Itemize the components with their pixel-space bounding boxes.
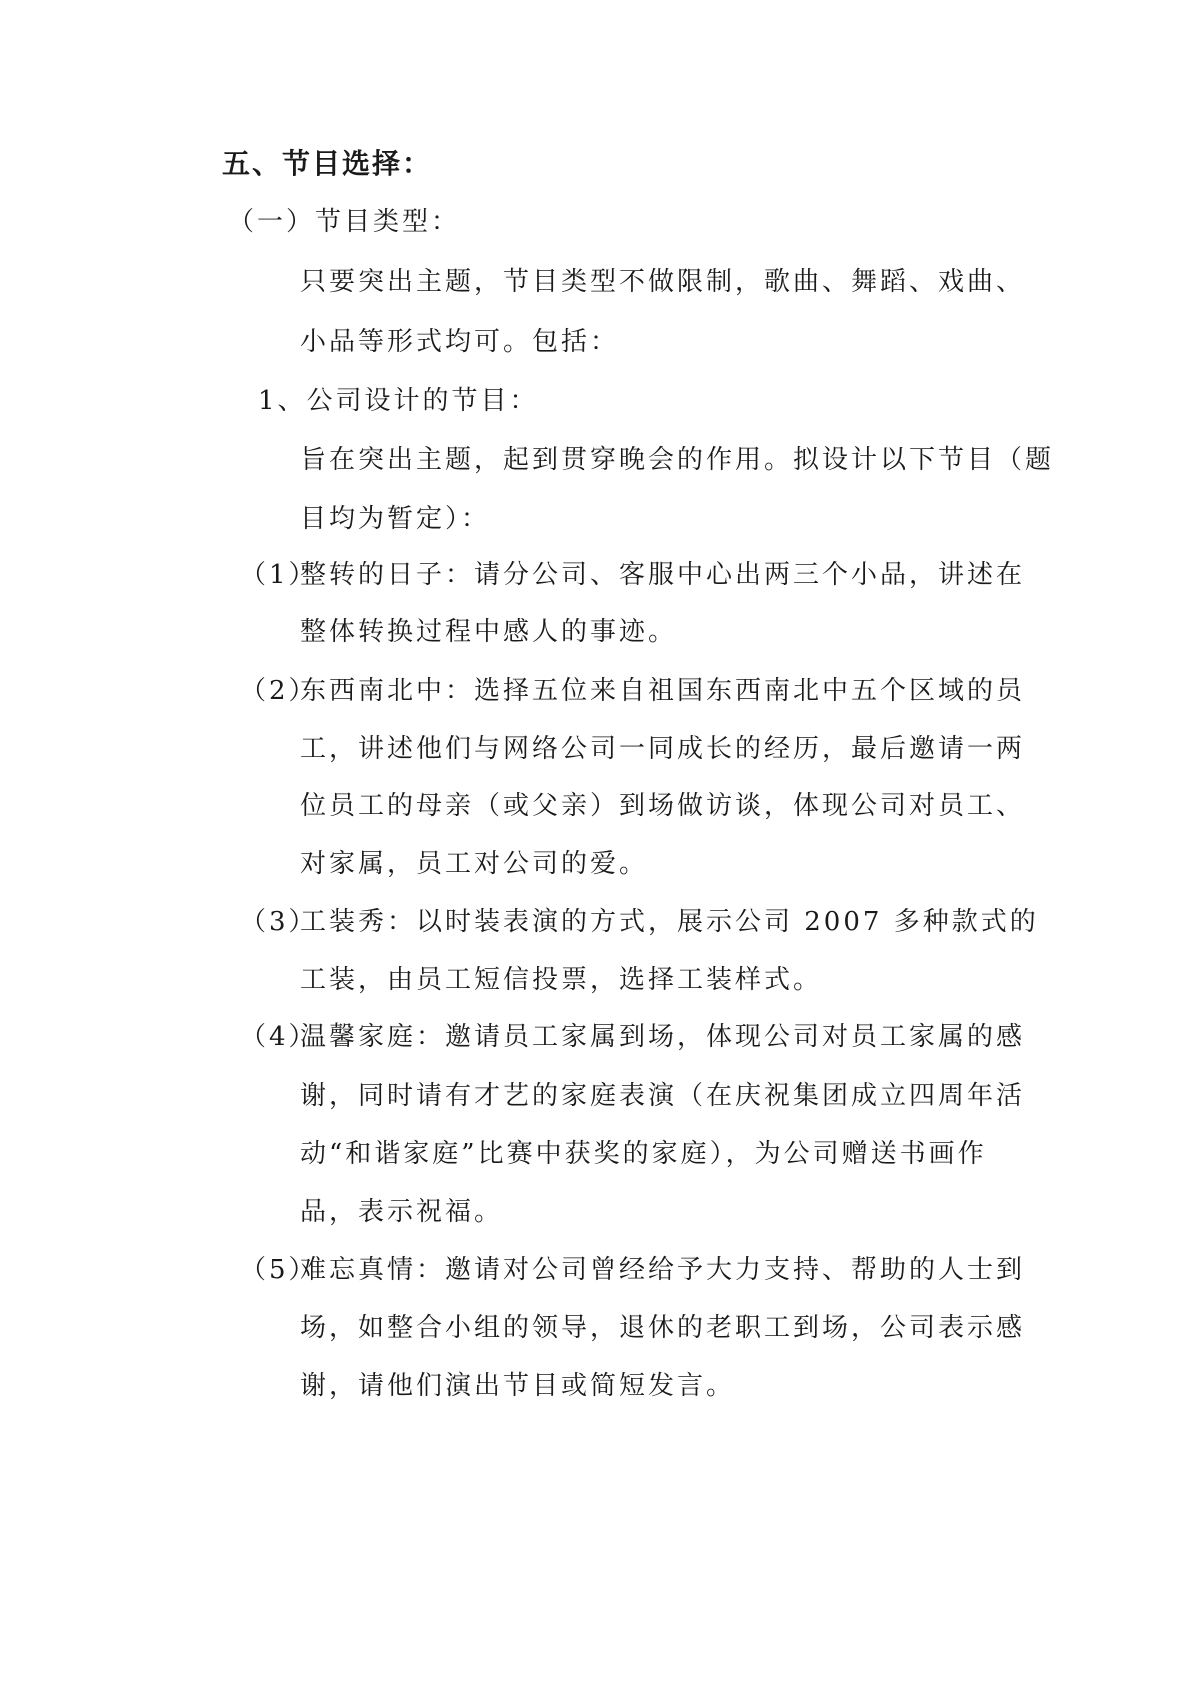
section-heading: 五、节目选择： bbox=[222, 147, 433, 180]
subsection-row bbox=[228, 204, 460, 240]
subsection-label: （一） bbox=[228, 207, 316, 237]
program-label: （1） bbox=[240, 560, 318, 590]
program-line: 谢，同时请有才艺的家庭表演（在庆祝集团成立四周年活 bbox=[300, 1081, 1026, 1111]
program-line: 位员工的母亲（或父亲）到场做访谈，体现公司对员工、 bbox=[300, 791, 1026, 821]
item1-label: 1、 bbox=[258, 386, 307, 416]
program-line: 东西南北中：选择五位来自祖国东西南北中五个区域的员 bbox=[300, 676, 1026, 706]
item1-title: 公司设计的节目： bbox=[306, 386, 539, 416]
program-line: 难忘真情：邀请对公司曾经给予大力支持、帮助的人士到 bbox=[300, 1255, 1026, 1285]
program-label: （3） bbox=[240, 907, 318, 937]
program-line: 对家属，员工对公司的爱。 bbox=[300, 849, 649, 879]
program-line: 工装，由员工短信投票，选择工装样式。 bbox=[300, 965, 823, 995]
program-label: （2） bbox=[240, 676, 318, 706]
program-line: 整体转换过程中感人的事迹。 bbox=[300, 617, 678, 647]
subsection-title: 节目类型： bbox=[315, 207, 461, 237]
item1-line: 目均为暂定）： bbox=[300, 504, 491, 534]
program-label: （5） bbox=[240, 1255, 318, 1285]
program-label: （4） bbox=[240, 1022, 318, 1052]
program-line: 品，表示祝福。 bbox=[300, 1197, 504, 1227]
program-line: 动“和谐家庭”比赛中获奖的家庭），为公司赠送书画作 bbox=[300, 1139, 987, 1169]
program-line: 温馨家庭：邀请员工家属到场，体现公司对员工家属的感 bbox=[300, 1022, 1026, 1052]
program-line: 工装秀：以时装表演的方式，展示公司 2007 多种款式的 bbox=[300, 907, 1039, 937]
program-line: 整转的日子：请分公司、客服中心出两三个小品，讲述在 bbox=[300, 560, 1026, 590]
program-line: 场，如整合小组的领导，退休的老职工到场，公司表示感 bbox=[300, 1313, 1026, 1343]
program-line: 谢，请他们演出节目或简短发言。 bbox=[300, 1371, 736, 1401]
program-line: 工，讲述他们与网络公司一同成长的经历，最后邀请一两 bbox=[300, 734, 1026, 764]
intro-line: 只要突出主题，节目类型不做限制，歌曲、舞蹈、戏曲、 bbox=[300, 267, 1026, 297]
intro-line: 小品等形式均可。包括： bbox=[300, 327, 620, 357]
item1-line: 旨在突出主题，起到贯穿晚会的作用。拟设计以下节目（题 bbox=[300, 445, 1055, 475]
item1-row bbox=[258, 383, 539, 419]
